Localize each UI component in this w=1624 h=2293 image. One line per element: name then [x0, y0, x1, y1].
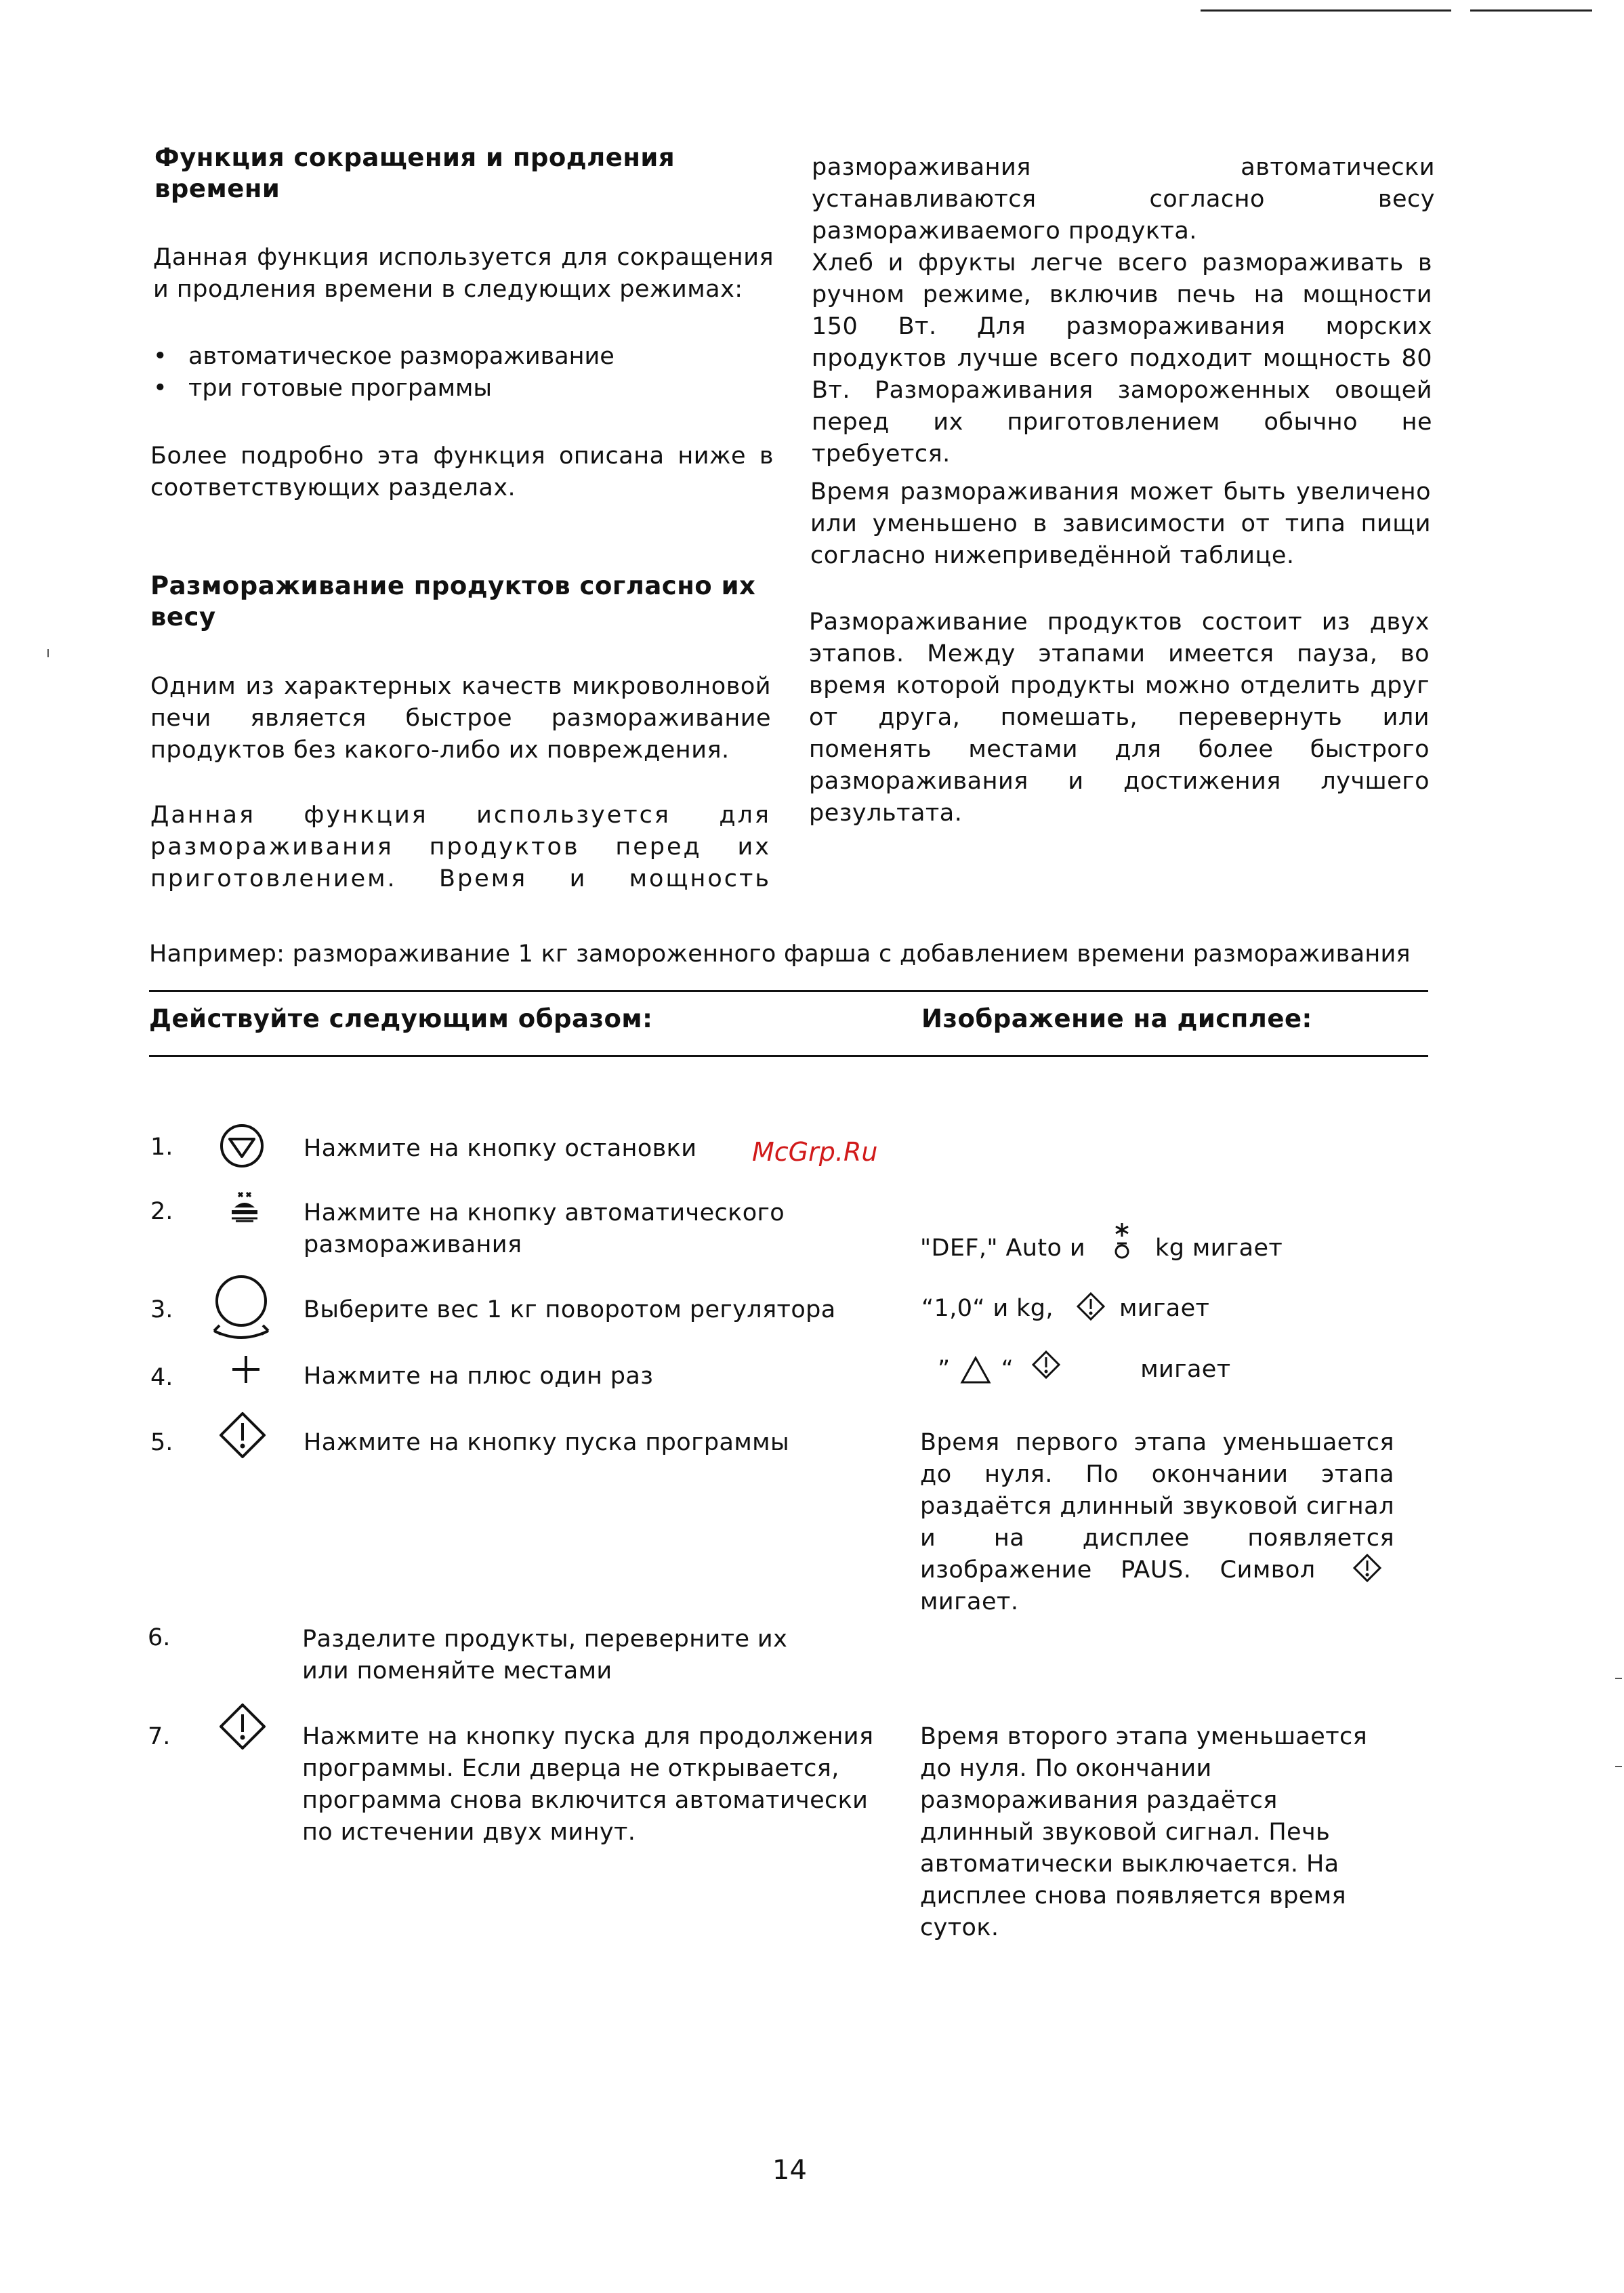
- dial-knob-icon: [207, 1268, 275, 1343]
- step-7-display: Время второго этапа уменьшается до нуля. По окончании размораживания раздаётся длинный звуковой сигнал. Печь автоматически выключается. На дисплее снова появляется время суток.: [920, 1723, 1368, 1941]
- step-4-number: 4.: [150, 1364, 173, 1391]
- right-para-1: размораживания автоматически устанавливаются согласно весу размораживаемого продукта.: [812, 154, 1435, 245]
- step-1-number: 1.: [150, 1134, 173, 1161]
- stop-button-icon: [218, 1122, 266, 1170]
- watermark: McGrp.Ru: [752, 1137, 878, 1167]
- start-symbol-icon: [1352, 1553, 1382, 1583]
- step-6-number: 6.: [148, 1624, 171, 1651]
- margin-mark-right-1: [1615, 1678, 1622, 1679]
- step-3-action: Выберите вес 1 кг поворотом регулятора: [304, 1296, 836, 1323]
- margin-mark-right-2: [1615, 1766, 1622, 1767]
- heading-defrost-by-weight: Размораживание продуктов согласно их весу: [150, 571, 756, 632]
- heading-time-function: Функция сокращения и продления времени: [154, 143, 675, 203]
- step-6-action: Разделите продукты, переверните их или поменяйте местами: [302, 1626, 788, 1685]
- step-3-number: 3.: [150, 1296, 173, 1323]
- auto-defrost-icon: [229, 1190, 260, 1224]
- step-4-display: [938, 1354, 1231, 1386]
- start-button-icon: [218, 1411, 267, 1460]
- step-7-action: Нажмите на кнопку пуска для продолжения программы. Если дверца не открывается, программа снова включится автоматически по истечении двух минут.: [302, 1723, 874, 1846]
- step-7-number: 7.: [148, 1723, 171, 1750]
- step-2-display: [920, 1228, 1283, 1269]
- step-3-display: [921, 1293, 1209, 1325]
- mode-list: [153, 341, 763, 405]
- column-header-actions: Действуйте следующим образом:: [149, 1004, 653, 1033]
- step-5-number: 5.: [150, 1429, 173, 1456]
- left-para-2: Более подробно эта функция описана ниже в соответствующих разделах.: [150, 442, 774, 501]
- step-4-quote-open: ”: [938, 1356, 951, 1383]
- step-5-display: [920, 1427, 1394, 1618]
- plus-icon: [229, 1352, 263, 1386]
- top-rule-1: [1201, 9, 1451, 12]
- start-symbol-icon: [1031, 1350, 1061, 1380]
- step-4-display-text: мигает: [1140, 1356, 1231, 1383]
- table-rule-top: [149, 990, 1428, 992]
- step-2-action: Нажмите на кнопку автоматического размораживания: [304, 1199, 785, 1258]
- margin-mark-left: [47, 649, 49, 657]
- step-4-quote-close: “: [1001, 1356, 1014, 1383]
- right-para-3: Время размораживания может быть увеличено или уменьшено в зависимости от типа пищи согласно нижеприведённой таблице.: [810, 478, 1431, 569]
- right-para-2: Хлеб и фрукты легче всего размораживать в ручном режиме, включив печь на мощности 150 Вт. Для размораживания морских продуктов лучше всего подходит мощность 80 Вт. Размораживания замороженных овощей перед их приготовлением обычно не требуется.: [812, 249, 1432, 468]
- left-para-1: Данная функция используется для сокращения и продления времени в следующих режимах:: [153, 244, 774, 303]
- step-5-display-text-b: мигает.: [920, 1588, 1019, 1615]
- step-5-action: Нажмите на кнопку пуска программы: [304, 1429, 790, 1456]
- page-number: 14: [772, 2155, 807, 2186]
- step-2-display-text-a: "DEF," Auto и: [920, 1235, 1085, 1262]
- list-item: • автоматическое размораживание: [153, 341, 763, 373]
- start-symbol-icon: [1076, 1292, 1106, 1321]
- step-3-display-text-a: “1,0“ и kg,: [921, 1295, 1054, 1322]
- list-item: • три готовые программы: [153, 373, 763, 405]
- left-para-4: Данная функция используется для размораживания продуктов перед их приготовлением. Время и мощность: [150, 802, 771, 892]
- step-3-display-text-b: мигает: [1119, 1295, 1210, 1322]
- example-line: Например: размораживание 1 кг замороженного фарша с добавлением времени размораживания: [149, 941, 1411, 968]
- step-2-number: 2.: [150, 1198, 173, 1225]
- right-para-4: Размораживание продуктов состоит из двух этапов. Между этапами имеется пауза, во время которой продукты можно отделить друг от друга, помешать, перевернуть или поменять местами для более быстрого размораживания и достижения лучшего результата.: [809, 608, 1430, 827]
- left-para-3: Одним из характерных качеств микроволновой печи является быстрое размораживание продуктов без какого-либо их повреждения.: [150, 673, 771, 764]
- triangle-up-icon: [959, 1355, 992, 1385]
- start-button-icon: [218, 1702, 267, 1751]
- table-rule-bottom: [149, 1055, 1428, 1057]
- top-rule-2: [1470, 9, 1592, 12]
- column-header-display: Изображение на дисплее:: [921, 1004, 1312, 1033]
- step-4-action: Нажмите на плюс один раз: [304, 1363, 654, 1390]
- step-1-action: Нажмите на кнопку остановки: [304, 1135, 697, 1162]
- step-5-display-text-a: Время первого этапа уменьшается до нуля. По окончании этапа раздаётся длинный звуковой сигнал и на дисплее появляется изображение PAUS. Символ: [920, 1429, 1394, 1584]
- weight-snowflake-icon: [1108, 1222, 1136, 1262]
- step-2-display-text-b: kg мигает: [1155, 1235, 1283, 1262]
